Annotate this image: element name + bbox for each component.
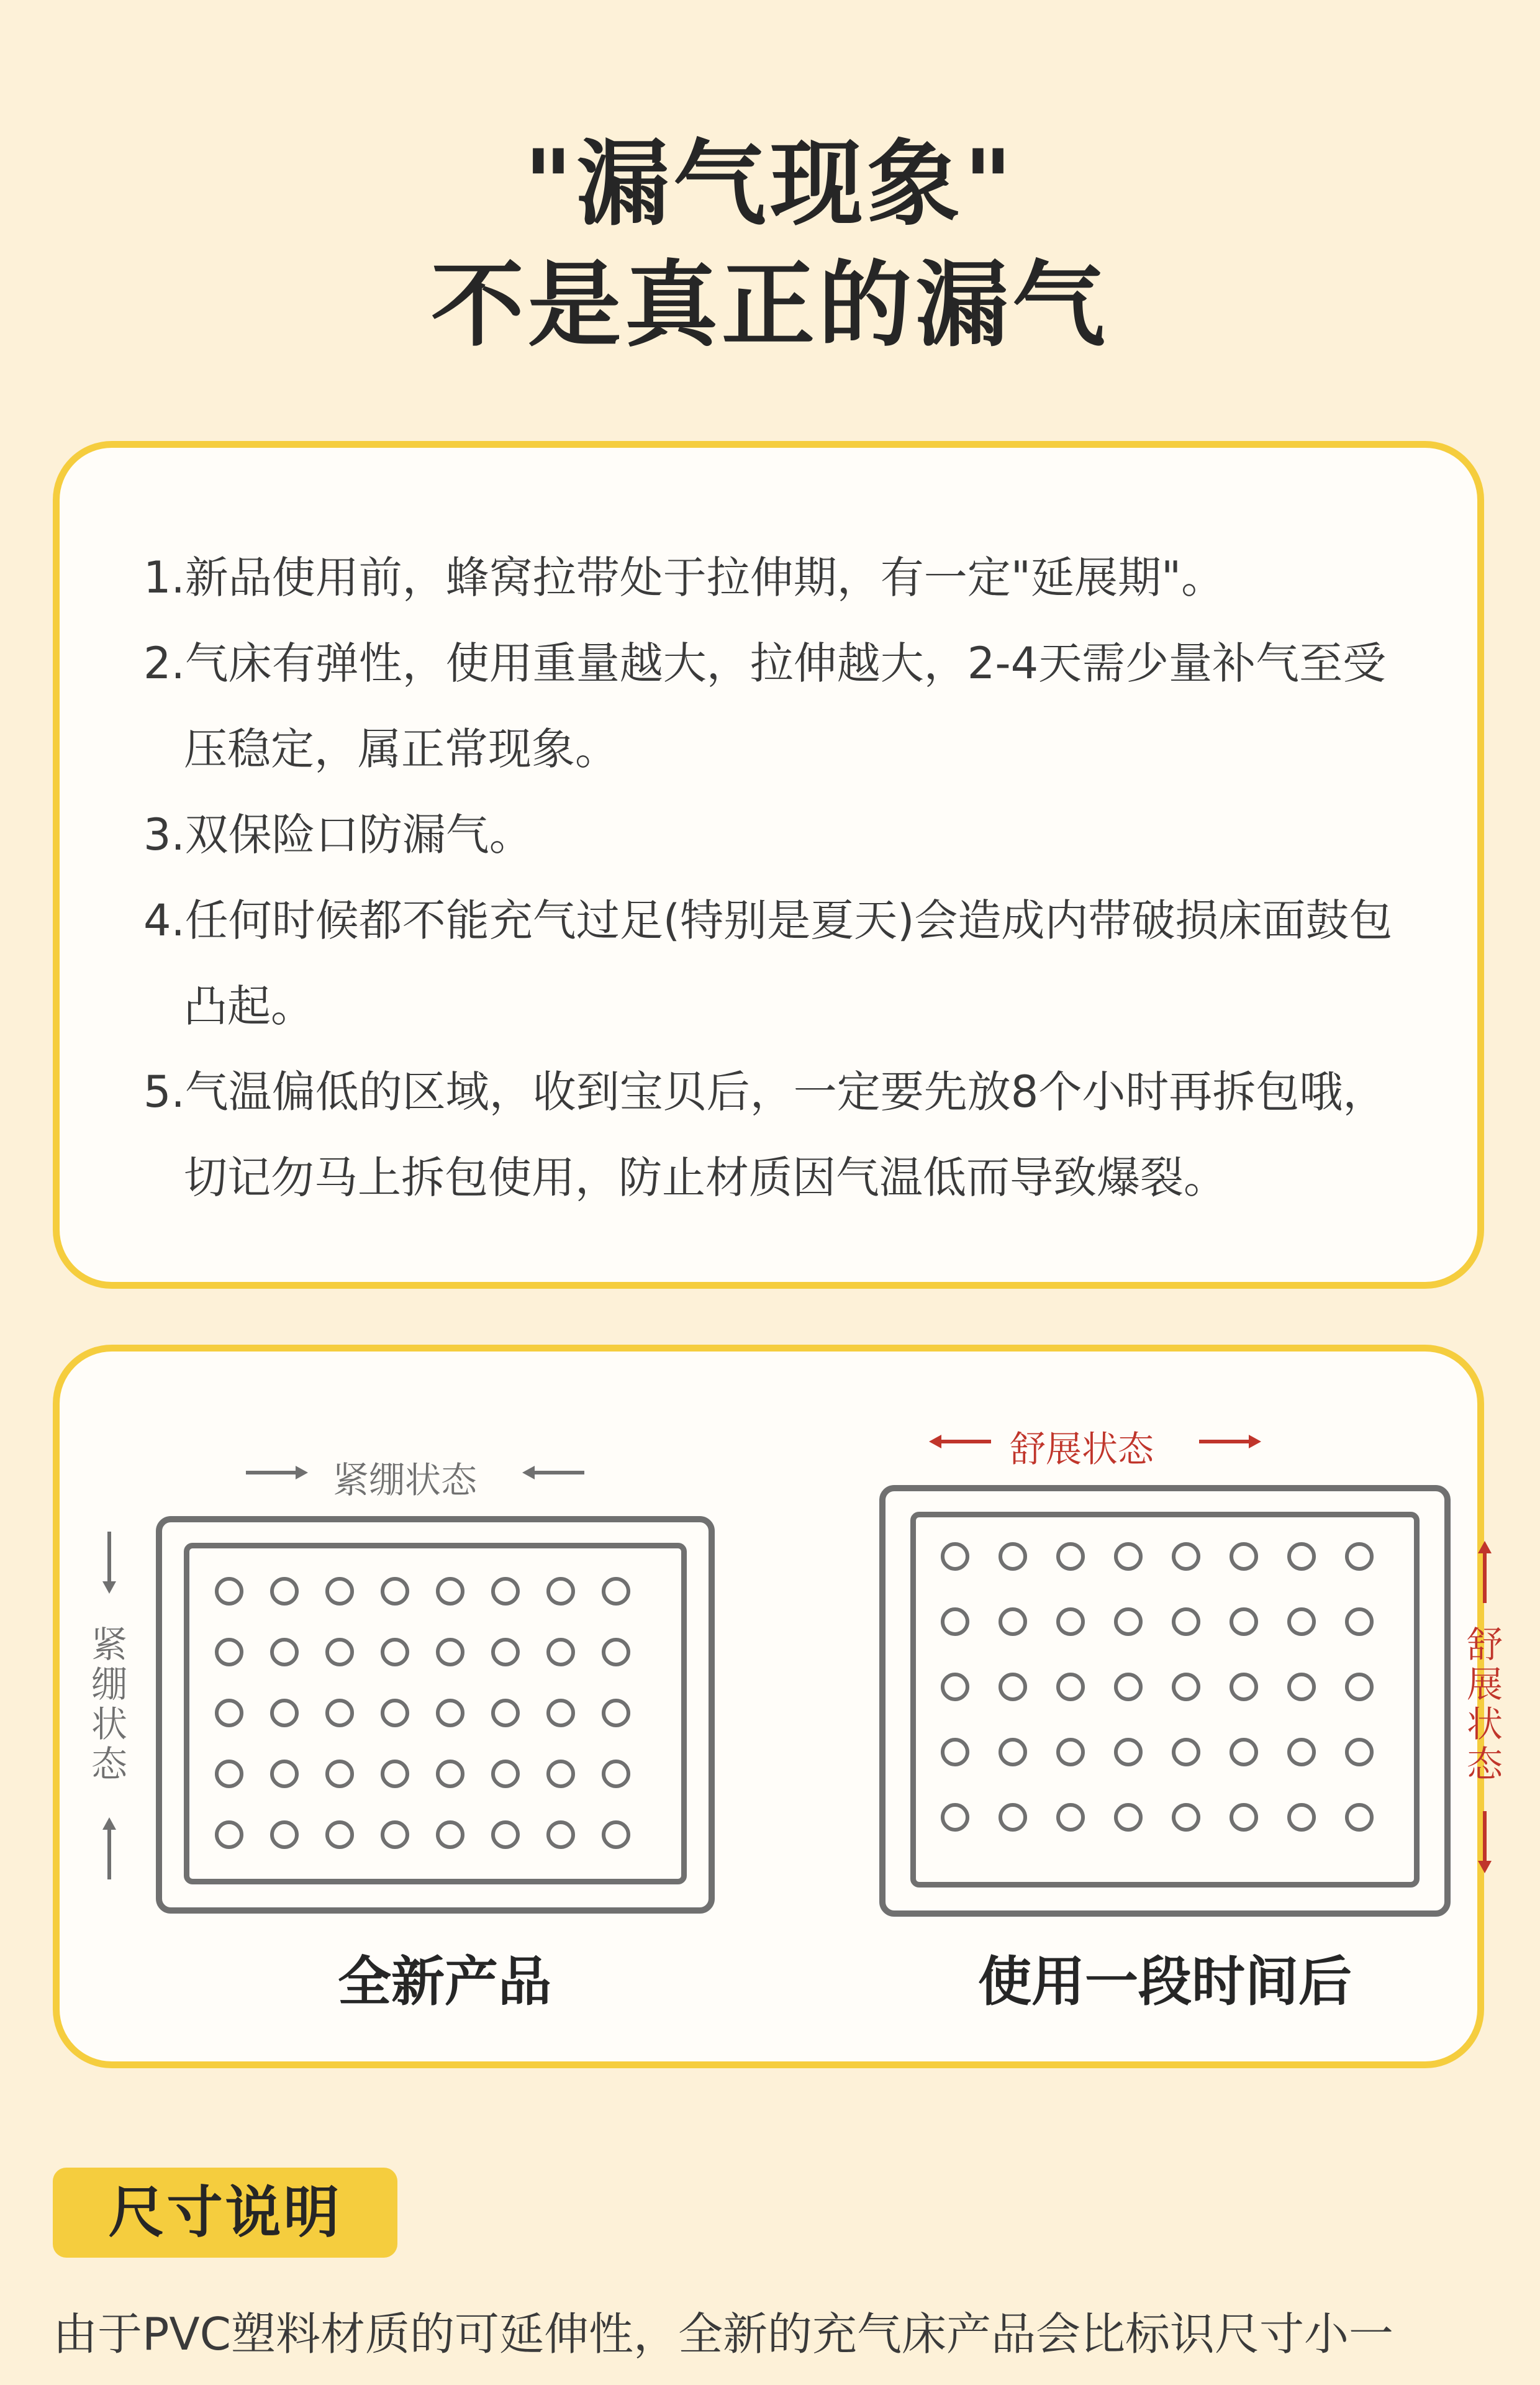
notes-list [143,535,1415,1220]
top-label-tight: 紧绷状态 [333,1459,478,1501]
honeycomb-cell [1345,1803,1374,1832]
honeycomb-cell [1056,1542,1085,1571]
honeycomb-cell [436,1638,464,1666]
honeycomb-cell [1230,1673,1258,1701]
honeycomb-cell [546,1699,575,1727]
honeycomb-cell [546,1820,575,1849]
honeycomb-cell [381,1760,409,1788]
honeycomb-cell [270,1699,299,1727]
honeycomb-cell [546,1760,575,1788]
honeycomb-cell [215,1699,243,1727]
honeycomb-cell [325,1577,354,1606]
honeycomb-cell [999,1673,1027,1701]
honeycomb-cell [325,1820,354,1849]
honeycomb-cell [1172,1607,1200,1636]
honeycomb-cell [1114,1738,1143,1766]
honeycomb-cell [1114,1542,1143,1571]
honeycomb-cell [1114,1607,1143,1636]
note-item-2: 2.气床有弹性，使用重量越大，拉伸越大，2-4天需少量补气至受压稳定，属正常现象。 [143,638,1387,775]
arrow-right-red-icon [1199,1432,1261,1451]
honeycomb-cell [602,1699,630,1727]
honeycomb-cell [381,1577,409,1606]
honeycomb-cell [1230,1738,1258,1766]
honeycomb-cell [1345,1607,1374,1636]
honeycomb-cell [270,1760,299,1788]
honeycomb-cell [215,1638,243,1666]
top-label-relaxed: 舒展状态 [1010,1428,1154,1470]
caption-after-use: 使用一段时间后 [978,1951,1352,2013]
new-product-panel [60,1352,774,2066]
honeycomb-cell [1172,1542,1200,1571]
honeycomb-cell [1172,1738,1200,1766]
honeycomb-cell [1172,1673,1200,1701]
honeycomb-cell [436,1577,464,1606]
honeycomb-cell [381,1699,409,1727]
note-item-3: 3.双保险口防漏气。 [143,809,533,860]
honeycomb-cell [941,1607,969,1636]
honeycomb-cell [1287,1803,1316,1832]
note-item-5: 5.气温偏低的区域，收到宝贝后，一定要先放8个小时再拆包哦，切记勿马上拆包使用，防止材质因气温低而导致爆裂。 [143,1066,1387,1203]
honeycomb-cell [1230,1803,1258,1832]
honeycomb-cell [325,1699,354,1727]
honeycomb-cell [215,1760,243,1788]
arrow-down-icon [100,1532,119,1594]
honeycomb-cell [1056,1738,1085,1766]
honeycomb-cell [999,1803,1027,1832]
honeycomb-cell [602,1820,630,1849]
honeycomb-cell [1345,1738,1374,1766]
honeycomb-grid-used [941,1542,1374,1832]
arrow-right-icon [246,1463,308,1482]
honeycomb-cell [602,1577,630,1606]
honeycomb-cell [999,1542,1027,1571]
after-use-panel [761,1352,1503,2066]
comparison-card [53,1345,1503,2068]
honeycomb-cell [491,1577,520,1606]
honeycomb-cell [325,1638,354,1666]
honeycomb-cell [215,1820,243,1849]
honeycomb-cell [436,1699,464,1727]
honeycomb-cell [1345,1542,1374,1571]
honeycomb-cell [1230,1607,1258,1636]
honeycomb-cell [381,1638,409,1666]
honeycomb-cell [491,1699,520,1727]
arrow-up-red-icon [1475,1541,1494,1603]
honeycomb-cell [941,1738,969,1766]
page-title-line1: "漏气现象" [523,130,1017,238]
honeycomb-cell [546,1577,575,1606]
honeycomb-grid-new [215,1577,630,1849]
honeycomb-cell [999,1607,1027,1636]
honeycomb-cell [1056,1673,1085,1701]
honeycomb-cell [270,1820,299,1849]
honeycomb-cell [491,1760,520,1788]
honeycomb-cell [1345,1673,1374,1701]
honeycomb-cell [1287,1673,1316,1701]
side-label-relaxed: 舒展状态 [1466,1624,1503,1785]
honeycomb-cell [1287,1542,1316,1571]
notes-card [53,441,1484,1289]
honeycomb-cell [941,1803,969,1832]
honeycomb-cell [436,1760,464,1788]
arrow-up-icon [100,1817,119,1879]
honeycomb-cell [270,1638,299,1666]
honeycomb-cell [215,1577,243,1606]
arrow-down-red-icon [1475,1811,1494,1873]
honeycomb-cell [1172,1803,1200,1832]
honeycomb-cell [1114,1803,1143,1832]
honeycomb-cell [941,1673,969,1701]
caption-new-product: 全新产品 [338,1951,551,2013]
honeycomb-cell [1056,1803,1085,1832]
honeycomb-cell [1287,1738,1316,1766]
honeycomb-cell [546,1638,575,1666]
size-section-badge: 尺寸说明 [53,2168,397,2258]
size-description-text: 由于PVC塑料材质的可延伸性，全新的充气床产品会比标识尺寸小一 [53,2308,1393,2360]
page-title-line2: 不是真正的漏气 [430,252,1109,360]
honeycomb-cell [999,1738,1027,1766]
honeycomb-cell [941,1542,969,1571]
honeycomb-cell [491,1820,520,1849]
honeycomb-cell [602,1760,630,1788]
honeycomb-cell [491,1638,520,1666]
arrow-left-red-icon [929,1432,991,1451]
honeycomb-cell [381,1820,409,1849]
honeycomb-cell [1230,1542,1258,1571]
side-label-tight: 紧绷状态 [91,1624,127,1785]
honeycomb-cell [1056,1607,1085,1636]
note-item-4: 4.任何时候都不能充气过足(特别是夏天)会造成内带破损床面鼓包凸起。 [143,895,1393,1032]
honeycomb-cell [602,1638,630,1666]
honeycomb-cell [1114,1673,1143,1701]
honeycomb-cell [436,1820,464,1849]
honeycomb-cell [1287,1607,1316,1636]
honeycomb-cell [270,1577,299,1606]
note-item-1: 1.新品使用前，蜂窝拉带处于拉伸期，有一定"延展期"。 [143,552,1225,603]
arrow-left-icon [522,1463,584,1482]
honeycomb-cell [325,1760,354,1788]
